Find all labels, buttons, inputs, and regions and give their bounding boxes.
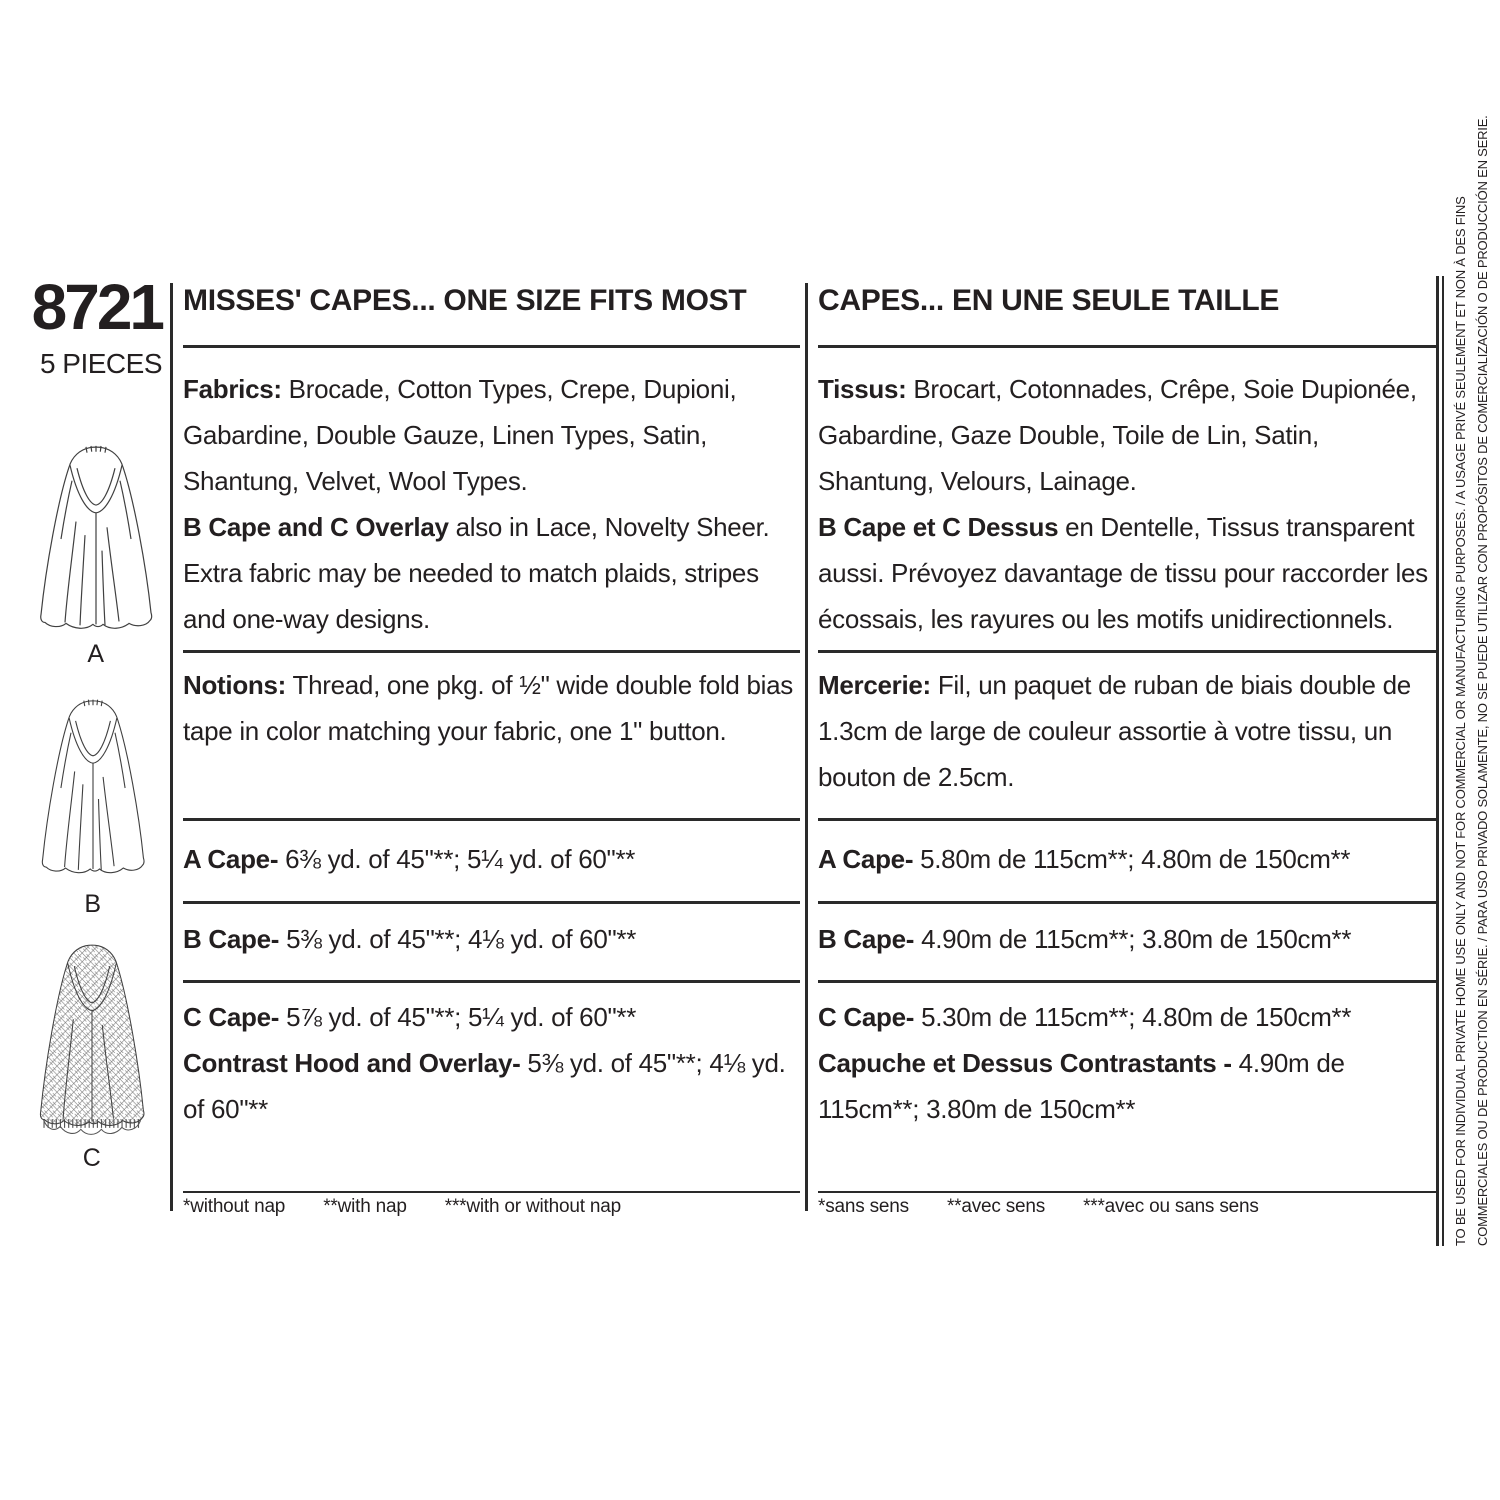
en-footnote-without-nap: *without nap bbox=[183, 1196, 286, 1217]
rule-fr-notions bbox=[818, 650, 1437, 653]
cape-b-illustration bbox=[38, 696, 148, 880]
en-fabrics-block bbox=[183, 366, 800, 642]
fr-footnotes bbox=[818, 1196, 1297, 1218]
fr-overlay-paragraph bbox=[818, 504, 1437, 642]
hooded-cape-drawing bbox=[38, 696, 148, 880]
fr-cape-b-block bbox=[818, 916, 1437, 962]
fr-footnote-avec-sens: **avec sens bbox=[946, 1196, 1046, 1217]
en-cape-b-line bbox=[183, 916, 800, 962]
fr-fabrics-label: Tissus: bbox=[818, 374, 907, 404]
rule-fr-cape-a bbox=[818, 818, 1437, 821]
en-cape-a-label: A Cape- bbox=[183, 844, 279, 874]
rule-fr-header bbox=[818, 345, 1437, 348]
fr-contrast-line bbox=[818, 1040, 1437, 1132]
en-fabrics-text: Brocade, Cotton Types, Crepe, Dupioni, Gabardine, Double Gauze, Linen Types, Satin, Shantung, Velvet, Wool Types. bbox=[183, 374, 737, 496]
view-label-c: C bbox=[82, 1144, 102, 1172]
rule-en-cape-b bbox=[183, 901, 800, 904]
view-label-a: A bbox=[87, 640, 105, 668]
fr-cape-b-label: B Cape- bbox=[818, 924, 915, 954]
fr-cape-a-block bbox=[818, 836, 1437, 882]
fr-fabrics-text: Brocart, Cotonnades, Crêpe, Soie Dupionée, Gabardine, Gaze Double, Toile de Lin, Satin, Shantung, Velours, Lainage. bbox=[818, 374, 1417, 496]
fr-footnote-avec-ou-sans-sens: ***avec ou sans sens bbox=[1083, 1196, 1259, 1217]
rule-en-cape-a bbox=[183, 818, 800, 821]
pieces-count: 5 PIECES bbox=[39, 348, 162, 379]
en-contrast-label: Contrast Hood and Overlay- bbox=[183, 1048, 521, 1078]
lace-cape-drawing bbox=[36, 940, 148, 1138]
cape-a-illustration bbox=[36, 442, 156, 636]
en-cape-b-yardage: 5⅜ yd. of 45"**; 4⅛ yd. of 60"** bbox=[279, 924, 637, 954]
cape-c-illustration bbox=[36, 940, 148, 1138]
en-overlay-label: B Cape and C Overlay bbox=[183, 512, 449, 542]
en-fabrics-label: Fabrics: bbox=[183, 374, 282, 404]
fr-cape-c-metrage: 5.30m de 115cm**; 4.80m de 150cm** bbox=[914, 1002, 1352, 1032]
fr-cape-c-label: C Cape- bbox=[818, 1002, 915, 1032]
en-cape-c-yardage: 5⅞ yd. of 45"**; 5¼ yd. of 60"** bbox=[279, 1002, 637, 1032]
fr-footnote-sans-sens: *sans sens bbox=[818, 1196, 909, 1217]
en-cape-a-yardage: 6⅜ yd. of 45"**; 5¼ yd. of 60"** bbox=[278, 844, 636, 874]
en-cape-c-block bbox=[183, 994, 800, 1132]
fr-notions-text: Fil, un paquet de ruban de biais double de 1.3cm de large de couleur assortie à votre tissu, un bouton de 2.5cm. bbox=[818, 670, 1411, 792]
fr-cape-a-metrage: 5.80m de 115cm**; 4.80m de 150cm** bbox=[913, 844, 1351, 874]
en-header: MISSES' CAPES... ONE SIZE FITS MOST bbox=[183, 284, 747, 317]
en-footnotes bbox=[183, 1196, 659, 1218]
pattern-number: 8721 bbox=[31, 271, 162, 343]
en-notions-block bbox=[183, 662, 800, 754]
hooded-cape-drawing bbox=[36, 442, 156, 636]
en-cape-c-label: C Cape- bbox=[183, 1002, 280, 1032]
rule-en-header bbox=[183, 345, 800, 348]
rule-fr-cape-b bbox=[818, 901, 1437, 904]
en-fabrics-paragraph bbox=[183, 366, 800, 504]
rule-en-footnote bbox=[183, 1191, 800, 1193]
fr-cape-b-line bbox=[818, 916, 1437, 962]
divider-left-column bbox=[170, 283, 173, 1211]
rule-en-cape-c bbox=[183, 980, 800, 983]
en-cape-a-line bbox=[183, 836, 800, 882]
fr-header: CAPES... EN UNE SEULE TAILLE bbox=[818, 284, 1280, 317]
en-contrast-line bbox=[183, 1040, 800, 1132]
en-cape-b-block bbox=[183, 916, 800, 962]
en-cape-c-line bbox=[183, 994, 800, 1040]
fr-contrast-metrage: 4.90m de 115cm**; 3.80m de 150cm** bbox=[818, 1048, 1345, 1124]
rule-en-notions bbox=[183, 650, 800, 653]
fr-cape-a-label: A Cape- bbox=[818, 844, 914, 874]
fr-notions-label: Mercerie: bbox=[818, 670, 931, 700]
en-notions-text: Thread, one pkg. of ½" wide double fold bias tape in color matching your fabric, one 1" button. bbox=[183, 670, 793, 746]
fr-notions-block bbox=[818, 662, 1437, 800]
en-footnote-with-nap: **with nap bbox=[323, 1196, 407, 1217]
fr-cape-c-line bbox=[818, 994, 1437, 1040]
fr-overlay-label: B Cape et C Dessus bbox=[818, 512, 1059, 542]
en-notions-paragraph bbox=[183, 662, 800, 754]
divider-middle-column bbox=[805, 283, 808, 1211]
en-overlay-text: also in Lace, Novelty Sheer. Extra fabric may be needed to match plaids, stripes and one-way designs. bbox=[183, 512, 770, 634]
en-overlay-paragraph bbox=[183, 504, 800, 642]
rule-fr-footnote bbox=[818, 1191, 1437, 1193]
legal-line-2: COMMERCIALES OU DE PRODUCTION EN SÉRIE. / PARA USO PRIVADO SOLAMENTE, NO SE PUEDE UTILIZAR CON PROPÓSITOS DE COMERCIALIZACIÓN O DE PRODUCCIÓN EN SERIE. bbox=[1475, 115, 1490, 1246]
fr-cape-a-line bbox=[818, 836, 1437, 882]
legal-line-1: TO BE USED FOR INDIVIDUAL PRIVATE HOME USE ONLY AND NOT FOR COMMERCIAL OR MANUFACTURING PURPOSES. / A USAGE PRIVÉ SEULEMENT ET NON À DES FINS bbox=[1453, 196, 1468, 1246]
right-edge-double-rule bbox=[1436, 276, 1444, 1246]
fr-fabrics-paragraph bbox=[818, 366, 1437, 504]
en-cape-b-label: B Cape- bbox=[183, 924, 280, 954]
fr-cape-c-block bbox=[818, 994, 1437, 1132]
en-contrast-yardage: 5⅜ yd. of 45"**; 4⅛ yd. of 60"** bbox=[183, 1048, 786, 1124]
en-cape-a-block bbox=[183, 836, 800, 882]
rule-fr-cape-c bbox=[818, 980, 1437, 983]
view-label-b: B bbox=[84, 890, 102, 918]
en-footnote-with-or-without-nap: ***with or without nap bbox=[444, 1196, 621, 1217]
fr-notions-paragraph bbox=[818, 662, 1437, 800]
fr-fabrics-block bbox=[818, 366, 1437, 642]
fr-cape-b-metrage: 4.90m de 115cm**; 3.80m de 150cm** bbox=[914, 924, 1352, 954]
fr-contrast-label: Capuche et Dessus Contrastants - bbox=[818, 1048, 1232, 1078]
fr-overlay-text: en Dentelle, Tissus transparent aussi. Prévoyez davantage de tissu pour raccorder les écossais, les rayures ou les motifs unidirectionnels. bbox=[818, 512, 1428, 634]
en-notions-label: Notions: bbox=[183, 670, 287, 700]
legal-disclaimer-vertical bbox=[1450, 115, 1496, 1246]
